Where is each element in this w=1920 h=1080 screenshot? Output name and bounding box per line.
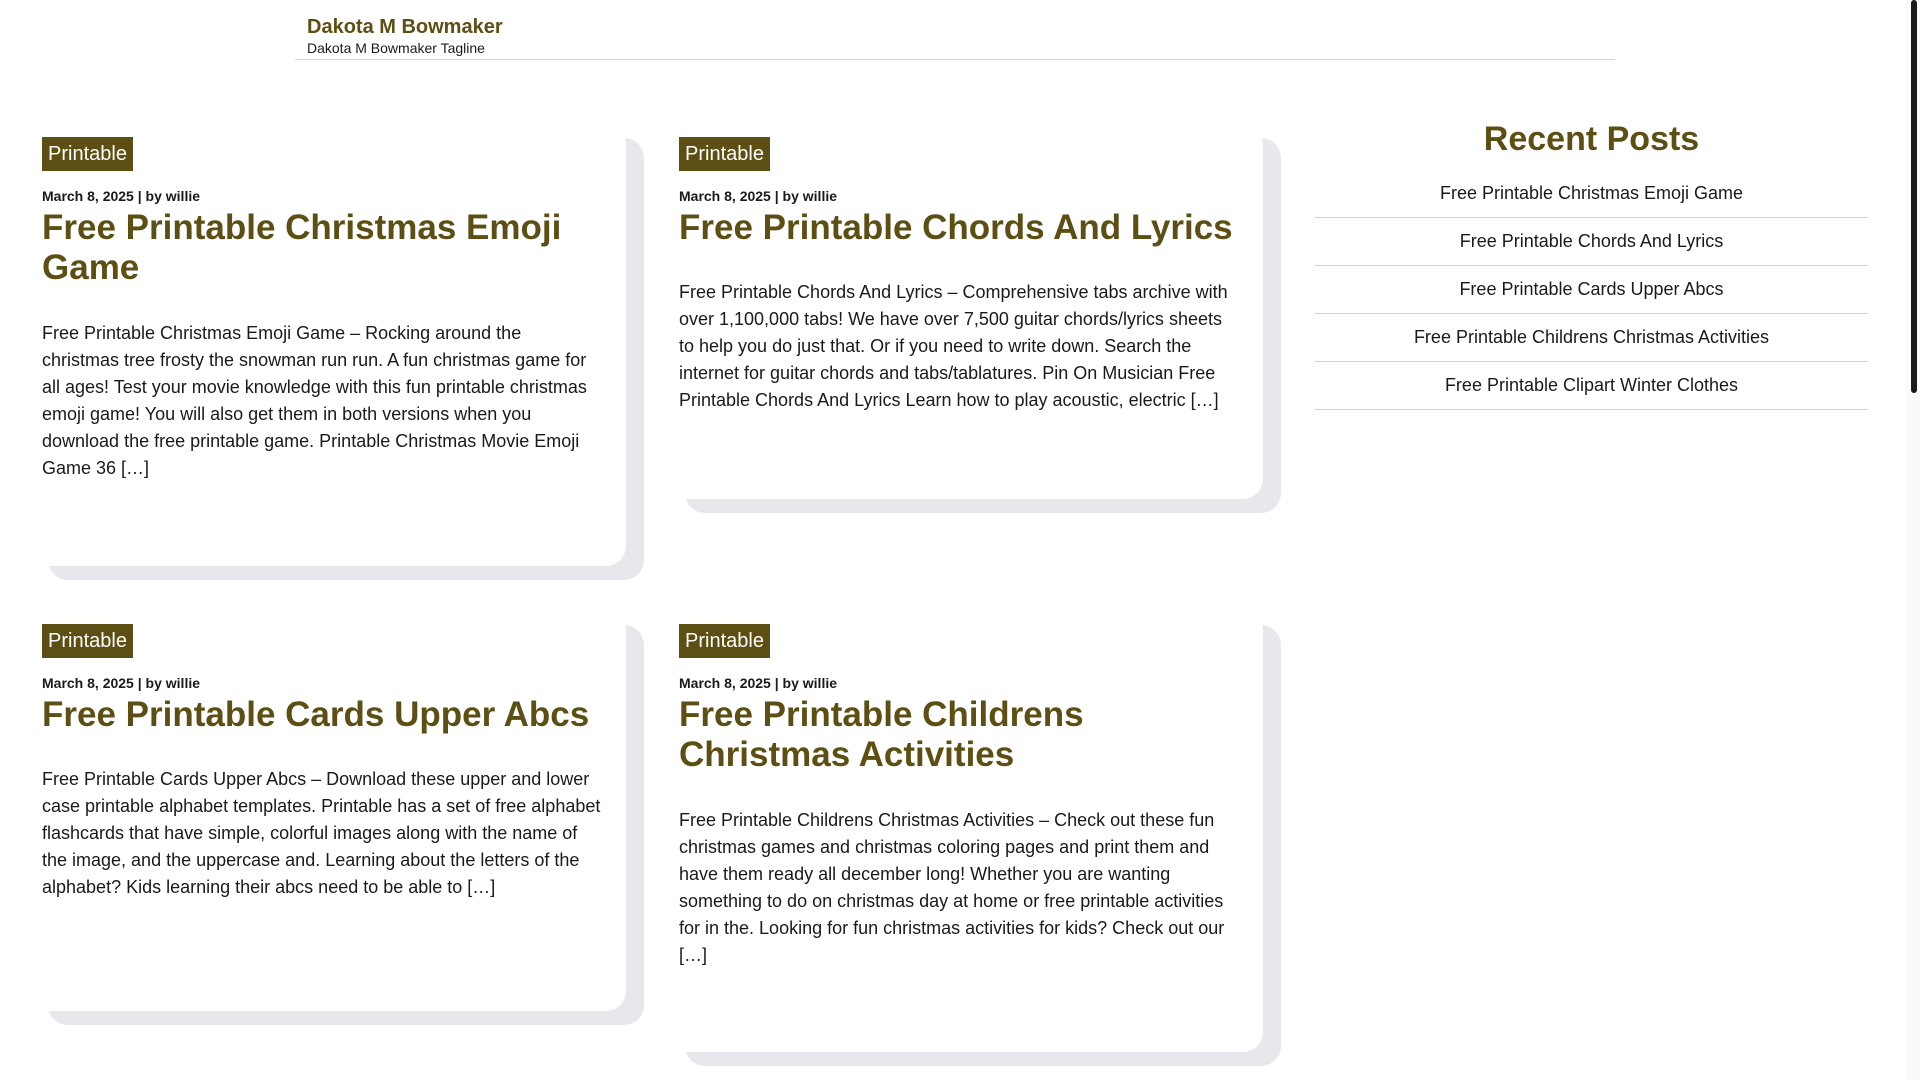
recent-post-link[interactable]: Free Printable Christmas Emoji Game [1439,183,1744,203]
post-by: | by [137,188,162,204]
recent-posts-heading: Recent Posts [1483,120,1700,158]
post-meta [679,188,837,204]
post-card [667,611,1263,1052]
recent-post-link[interactable]: Free Printable Clipart Winter Clothes [1444,375,1739,395]
post-author-link[interactable]: willie [802,188,838,204]
sidebar [1315,118,1868,410]
site-header [295,14,1615,60]
post-excerpt: Free Printable Christmas Emoji Game – Rocking around the christmas tree frosty the snowman run run. A fun christmas game for all ages! Test your movie knowledge with this fun printable christmas emoji game! You will also get them in both versions when you download the free printable game. Printable Christmas Movie Emoji Game 36 […] [42,323,587,478]
scrollbar-track[interactable] [1906,0,1920,1080]
category-badge[interactable]: Printable [42,624,133,658]
post-author-link[interactable]: willie [802,675,838,691]
category-badge[interactable]: Printable [42,137,133,171]
post-excerpt: Free Printable Chords And Lyrics – Comprehensive tabs archive with over 1,100,000 tabs! We have over 7,500 guitar chords/lyrics sheets to help you do just that. Or if you need to write down. Search the internet for guitar chords and tabs/tablatures. Pin On Musician Free Printable Chords And Lyrics Learn how to play acoustic, electric […] [679,282,1228,410]
post-meta [42,188,200,204]
post-author-link[interactable]: willie [165,188,201,204]
list-item [1315,170,1868,218]
post-card [667,124,1263,499]
post-by: | by [774,675,799,691]
recent-post-link[interactable]: Free Printable Chords And Lyrics [1459,231,1724,251]
post-title-link[interactable]: Free Printable Christmas Emoji Game [42,208,562,287]
recent-posts-list [1315,170,1868,410]
post-author-link[interactable]: willie [165,675,201,691]
list-item [1315,266,1868,314]
post-date: March 8, 2025 [679,675,771,691]
post-excerpt: Free Printable Childrens Christmas Activities – Check out these fun christmas games and christmas coloring pages and print them and have them ready all december long! Whether you are wanting something to do on christmas day at home or free printable activities for in the. Looking for fun christmas activities for kids? Check out our […] [679,810,1225,965]
post-by: | by [137,675,162,691]
site-title-link[interactable]: Dakota M Bowmaker [307,16,503,38]
post-card [30,611,626,1011]
post-excerpt: Free Printable Cards Upper Abcs – Download these upper and lower case printable alphabet templates. Printable has a set of free alphabet flashcards that have simple, colorful images along with the name of the image, and the uppercase and. Learning about the letters of the alphabet? Kids learning their abcs need to be able to […] [42,769,601,897]
recent-post-link[interactable]: Free Printable Childrens Christmas Activities [1413,327,1770,347]
post-title-link[interactable]: Free Printable Chords And Lyrics [679,208,1233,247]
post-meta [679,675,837,691]
list-item [1315,362,1868,410]
recent-post-link[interactable]: Free Printable Cards Upper Abcs [1459,279,1724,299]
post-date: March 8, 2025 [679,188,771,204]
scrollbar-thumb[interactable] [1911,0,1917,393]
post-card [30,124,626,566]
post-by: | by [774,188,799,204]
category-badge[interactable]: Printable [679,624,770,658]
post-date: March 8, 2025 [42,188,134,204]
category-badge[interactable]: Printable [679,137,770,171]
site-tagline: Dakota M Bowmaker Tagline [307,40,485,56]
post-title-link[interactable]: Free Printable Childrens Christmas Activities [679,695,1084,774]
list-item [1315,314,1868,362]
post-title-link[interactable]: Free Printable Cards Upper Abcs [42,695,590,734]
post-meta [42,675,200,691]
post-date: March 8, 2025 [42,675,134,691]
list-item [1315,218,1868,266]
